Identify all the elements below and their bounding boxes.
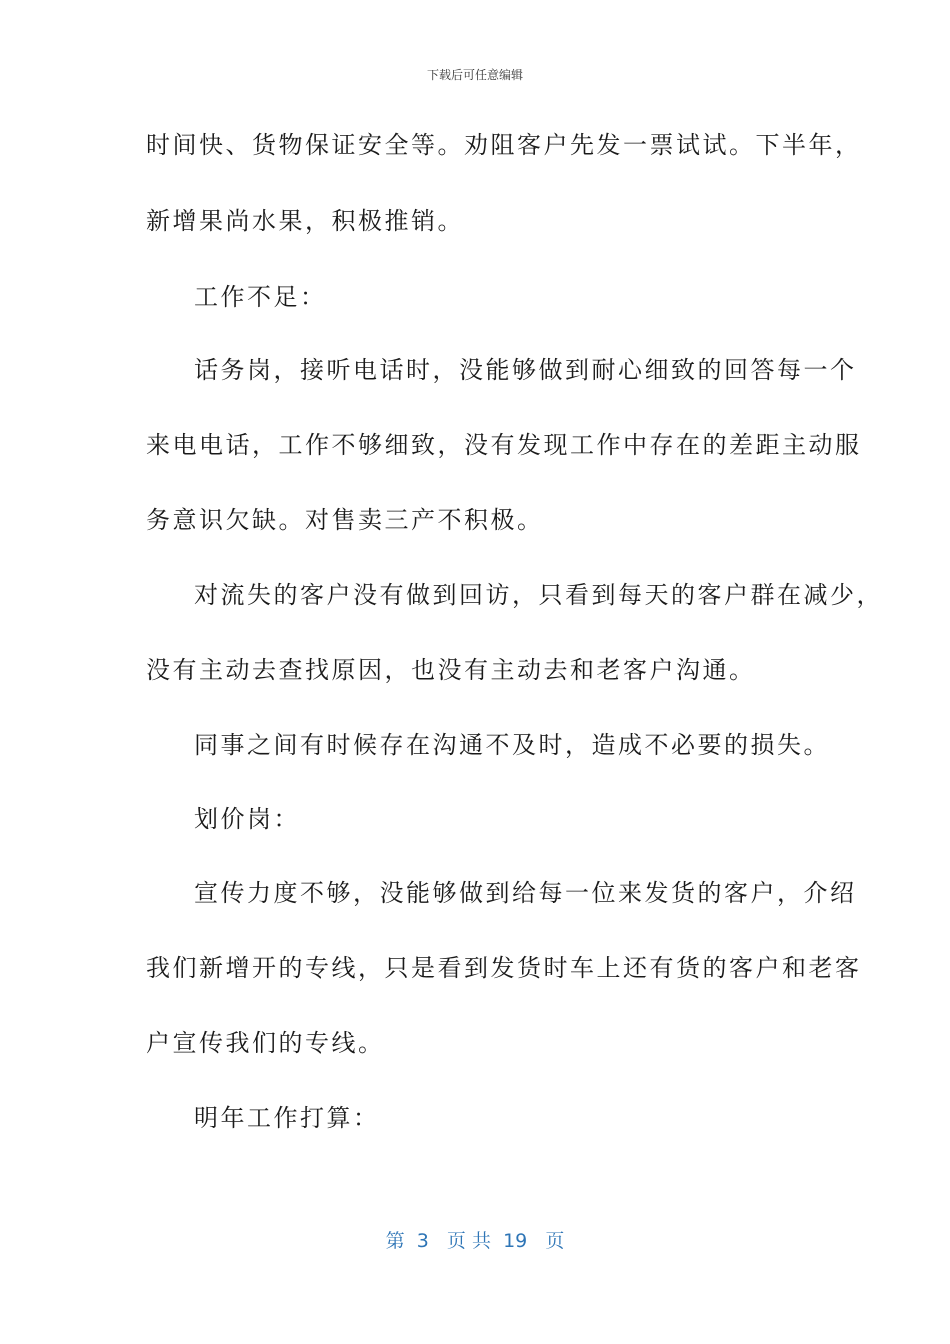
body-line-4: 话务岗，接听电话时，没能够做到耐心细致的回答每一个 [194, 356, 857, 384]
footer-prefix: 第 [385, 1230, 405, 1252]
body-line-6: 务意识欠缺。对售卖三产不积极。 [146, 506, 544, 534]
body-line-9: 同事之间有时候存在沟通不及时，造成不必要的损失。 [194, 731, 830, 759]
body-line-5: 来电电话，工作不够细致，没有发现工作中存在的差距主动服 [146, 431, 862, 459]
body-line-1: 时间快、货物保证安全等。劝阻客户先发一票试试。下半年， [146, 131, 862, 159]
section-heading-shortcomings: 工作不足： [194, 283, 327, 311]
body-line-13: 户宣传我们的专线。 [146, 1029, 385, 1057]
body-line-12: 我们新增开的专线，只是看到发货时车上还有货的客户和老客 [146, 954, 862, 982]
footer-current-page: 3 [416, 1230, 429, 1252]
footer-total-pages: 19 [503, 1230, 528, 1252]
footer-middle: 页 共 [446, 1230, 491, 1252]
section-heading-pricing: 划价岗： [194, 805, 300, 833]
page-header: 下载后可任意编辑 [426, 68, 523, 82]
footer-suffix: 页 [545, 1230, 565, 1252]
body-line-7: 对流失的客户没有做到回访，只看到每天的客户群在减少， [194, 581, 883, 609]
body-line-8: 没有主动去查找原因，也没有主动去和老客户沟通。 [146, 656, 756, 684]
body-line-2: 新增果尚水果，积极推销。 [146, 207, 464, 235]
body-line-11: 宣传力度不够，没能够做到给每一位来发货的客户，介绍 [194, 879, 857, 907]
section-heading-next-year: 明年工作打算： [194, 1104, 380, 1132]
page-footer [0, 1226, 950, 1253]
